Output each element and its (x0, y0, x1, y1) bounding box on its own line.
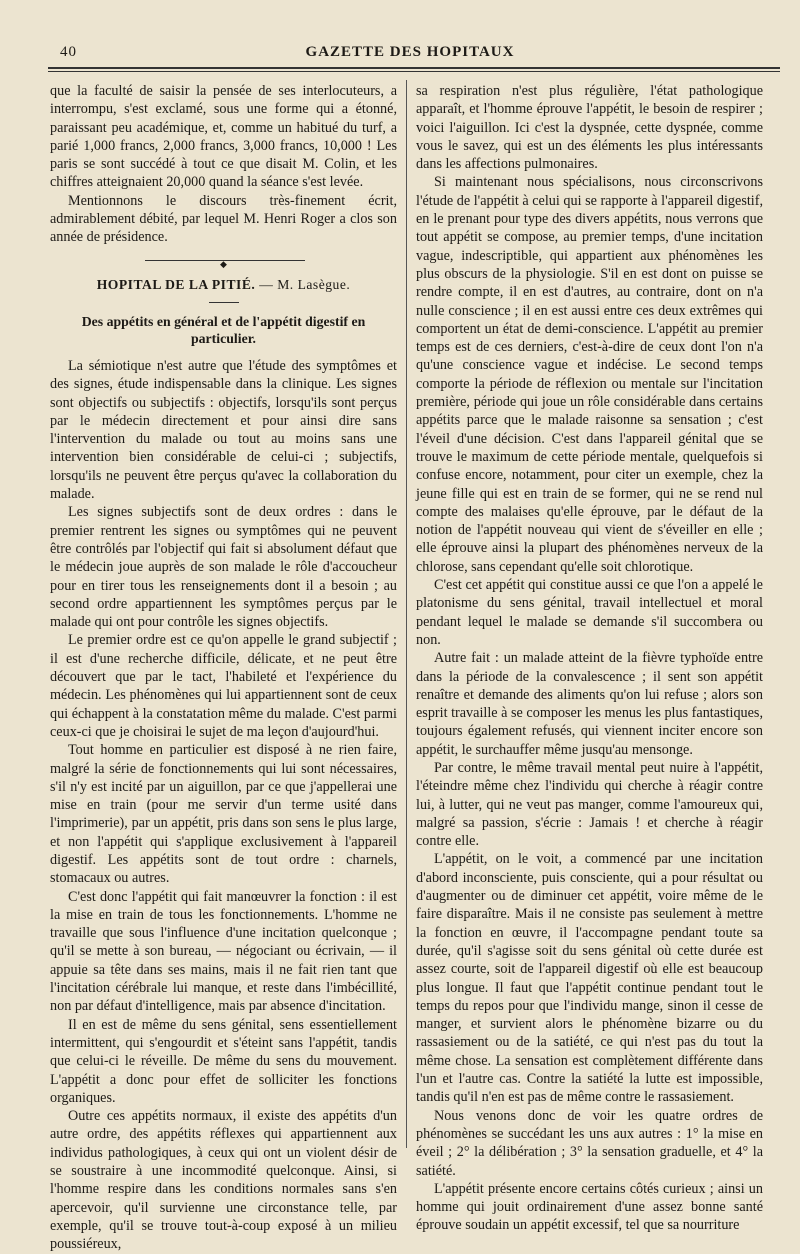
paragraph: Mentionnons le discours très-finement écrit, admirablement débité, par lequel M. Henri Roger a clos son année de présidence. (50, 192, 397, 246)
paragraph: Tout homme en particulier est disposé à ne rien faire, malgré la série de fonctionnements qui lui sont nécessaires, s'il n'y est incité par un aiguillon, par ce que j'appellerai une mise en train (pour me servir d'un terme usité dans l'imprimerie), par un appétit, pris dans son sens le plus large, et non l'appétit qui s'applique exclusivement à l'appareil digestif. Les appétits sont de tout ordre : charnels, stomacaux ou autres. (50, 742, 397, 887)
section-separator (50, 256, 397, 269)
short-rule (209, 302, 239, 303)
paragraph: Il en est de même du sens génital, sens essentiellement intermittent, qui s'engourdit et s'éteint sans l'appétit, tandis que celui-ci le réveille. De même du sens du mouvement. L'appétit a donc pour effet de solliciter les fonctions organiques. (50, 1016, 397, 1106)
paragraph: L'appétit présente encore certains côtés curieux ; ainsi un homme qui jouit ordinairement d'une assez bonne santé éprouve soudain un appétit excessif, tel que sa nourriture (416, 1180, 763, 1234)
paragraph: que la faculté de saisir la pensée de ses interlocuteurs, a interrompu, s'est exclamé, sous une forme qui a étonné, paraissant peu académique, et, comme un habitué du turf, a parié 1,000 francs, 2,000 francs, 3,000 francs, 10,000 ! Les paris se sont succédé à tout ce que disait M. Colin, et les chiffres atteignaient 20,000 quand la séance s'est levée. (50, 83, 397, 191)
separator-ornament: ◆ (220, 258, 227, 269)
paragraph: Nous venons donc de voir les quatre ordres de phénomènes se succédant les uns aux autres : 1° la mise en éveil ; 2° la délibération ; 3° la sensation graduelle, et 4° la satiété. (416, 1107, 763, 1179)
journal-title: GAZETTE DES HOPITAUX (305, 44, 515, 60)
right-column (416, 82, 763, 1234)
header-rule (48, 67, 780, 69)
hospital-heading (50, 276, 397, 294)
paragraph: Les signes subjectifs sont de deux ordres : dans le premier rentrent les signes ou symptômes qui ne peuvent être contrôlés par l'objectif qui fait si absolument défaut que le médecin joue auprès de son malade le rôle d'accoucheur pour en tirer tous les renseignements dont il a besoin ; au second ordre appartiennent les symptômes perçus par le malade qui ont pour contrôle les signes objectifs. (50, 504, 397, 631)
paragraph: Par contre, le même travail mental peut nuire à l'appétit, l'éteindre même chez l'individu qui cherche à réagir contre lui, à lutter, qui ne veut pas manger, comme l'amoureux qui, malgré sa passion, s'écrie : Jamais ! et cherche à réagir contre elle. (416, 759, 763, 850)
paragraph: La sémiotique n'est autre que l'étude des symptômes et des signes, étude indispensable dans la clinique. Les signes sont objectifs ou subjectifs : objectifs, lorsqu'ils sont perçus par le médecin directement et pour ainsi dire sans l'intervention du malade ou tout au moins sans une intervention bien considérable de celui-ci ; subjectifs, lorsqu'ils ne peuvent être perçus qu'avec la collaboration du malade. (50, 357, 397, 503)
column-divider (406, 80, 407, 1148)
page-number: 40 (60, 44, 77, 60)
paragraph: C'est cet appétit qui constitue aussi ce que l'on a appelé le platonisme du sens génital, travail intellectuel et moral pendant lequel le malade se demande s'il succombera ou non. (416, 577, 763, 648)
page-header (40, 44, 780, 64)
header-rule-thin (48, 71, 780, 72)
article-title: Des appétits en général et de l'appétit digestif en particulier. (81, 313, 366, 346)
paragraph: sa respiration n'est plus régulière, l'état pathologique apparaît, et l'homme éprouve l'appétit, le besoin de respirer ; voici l'aiguillon. Ici c'est la dyspnée, cette dyspnée, comme vous le savez, qui est un des éléments les plus intéressants dans les affections pulmonaires. (416, 83, 763, 173)
paragraph: Si maintenant nous spécialisons, nous circonscrivons l'étude de l'appétit à celui qui se rapporte à l'appareil digestif, en le prenant pour type des divers appétits, nous verrons que tout appétit se compose, au premier temps, d'une incitation vague, indescriptible, qui appartient aux phénomènes les plus obscurs de la physiologie. S'il en est dont on puisse se rendre compte, il en est d'autres, au contraire, dont on n'a nulle conscience ; il en est aussi entre ces deux extrêmes qui comportent un état de demi-conscience. L'appétit au premier temps est de ces derniers, c'est-à-dire de ceux dont l'on n'a qu'une conscience vague et indécise. Le second temps comporte la période de réflexion ou mentale sur l'incitation première, période qui joue un rôle considérable dans certains appétits parce que le malade raisonne sa sensation ; c'est l'éveil d'une décision. C'est dans l'appareil génital que se trouve le maximum de cette période mentale, quelquefois si confuse encore, notamment, pour citer un exemple, chez la jeune fille qui est en train de se former, qui ne se rend nul compte des malaises qu'elle éprouve, par le défaut de la notion de l'appétit nouveau qui vient de s'éveiller en elle ; elle éprouve ainsi la plupart des phénomènes nerveux de la chlorose, sans cependant qu'elle soit chlorotique. (416, 174, 763, 575)
paragraph: Autre fait : un malade atteint de la fièvre typhoïde entre dans la période de la convalescence ; il sent son appétit renaître et demande des aliments qu'on lui refuse ; alors son esprit travaille à se composer les menus les plus fantastiques, toujours également refusés, qui viennent inciter encore son appétit, le surchauffer même jusqu'au mensonge. (416, 650, 763, 758)
paragraph: Le premier ordre est ce qu'on appelle le grand subjectif ; il est d'une recherche difficile, délicate, et ne peut être découvert que par le tact, l'habileté et l'expérience du médecin. Les phénomènes qui lui appartiennent sont de ceux qui échappent à la constatation même du malade. C'est parmi ceux-ci que je choisirai le sujet de ma leçon d'aujourd'hui. (50, 632, 397, 740)
hospital-name: HOPITAL DE LA PITIÉ. (96, 276, 256, 292)
paragraph: C'est donc l'appétit qui fait manœuvrer la fonction : il est la mise en train de tous les fonctionnements. L'homme ne travaille que sous l'influence d'une incitation quelconque ; qu'il se mette à son bureau, — négociant ou écrivain, — il appuie sa tête dans ses mains, mais il ne fait rien tant que l'incitation cérébrale lui manque, et reste dans l'imbécillité, non par défaut d'intelligence, mais par absence d'incitation. (50, 888, 397, 1015)
paragraph: Outre ces appétits normaux, il existe des appétits d'un autre ordre, des appétits réflexes qui appartiennent aux individus pathologiques, à ceux qui ont un violent désir de se soustraire à une incommodité quelconque. Ainsi, si l'homme respire dans les conditions normales sans s'en apercevoir, qu'il survienne une circonstance telle, par exemple, qu'il se trouve tout-à-coup exposé à un milieu poussiéreux, (50, 1108, 397, 1253)
left-column (50, 82, 397, 1253)
paragraph: L'appétit, on le voit, a commencé par une incitation d'abord inconsciente, puis consciente, qui a pour résultat ou d'augmenter ou de diminuer cet appétit, voire même de le faire disparaître. Mais il ne consiste pas seulement à mettre la fonction en œuvre, il l'accompagne pendant toute sa durée, qu'il s'agisse soit du sens génital où cette durée est assez courte, soit de l'appareil digestif où elle est beaucoup plus longue. Il faut que l'appétit continue pendant tout le temps du repos pour que l'individu mange, sinon il cesse de manger, et survient alors le phénomène bizarre ou du rassasiement ou de la satiété, ce qui n'est pas du tout la même chose. La sensation est complètement différente dans l'un et l'autre cas. Contre la satiété la lutte est impossible, tandis qu'il n'en est pas de même contre le rassasiement. (416, 851, 763, 1106)
hospital-author: — M. Lasègue. (255, 276, 351, 292)
